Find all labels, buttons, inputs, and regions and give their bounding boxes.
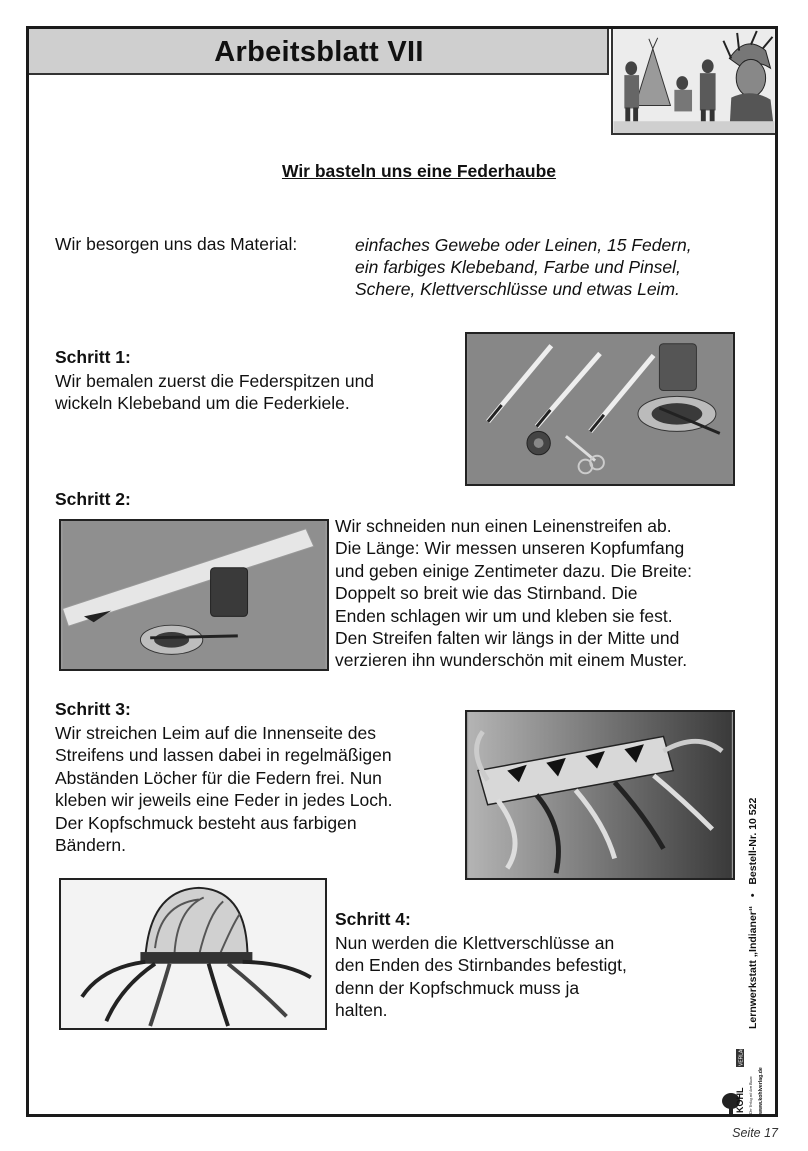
- step-4-line: denn der Kopfschmuck muss ja: [335, 977, 580, 998]
- step-3-text: [55, 722, 475, 856]
- step-3-line: Der Kopfschmuck besteht aus farbigen: [55, 812, 357, 833]
- publisher-logo: [719, 1043, 769, 1115]
- step-1-line: Wir bemalen zuerst die Federspitzen und: [55, 371, 375, 391]
- material-line: ein farbiges Klebeband, Farbe und Pinsel,: [355, 257, 681, 277]
- material-line: Schere, Klettverschlüsse und etwas Leim.: [355, 279, 680, 299]
- step-3-line: Abständen Löcher für die Federn frei. Nun: [55, 767, 382, 788]
- material-line: einfaches Gewebe oder Leinen, 15 Federn,: [355, 235, 692, 255]
- step-2-line: verzieren ihn wunderschön mit einem Muster.: [335, 650, 688, 671]
- step-3-line: kleben wir jeweils eine Feder in jedes Loch.: [55, 790, 393, 811]
- native-americans-illustration: [611, 29, 775, 135]
- step-3-line: Streifens und lassen dabei in regelmäßigen: [55, 745, 392, 766]
- side-label-text: [747, 798, 759, 1029]
- order-number: Bestell-Nr. 10 522: [747, 797, 759, 885]
- page-number: Seite 17: [732, 1126, 778, 1140]
- step-2-line: Enden schlagen wir um und kleben sie fest.: [335, 605, 673, 626]
- worksheet-frame: [26, 26, 778, 1117]
- step-3-photo-art: [467, 712, 733, 878]
- page-title: Arbeitsblatt VII: [214, 36, 424, 68]
- step-3-line: Bändern.: [55, 835, 127, 856]
- publisher-slogan: Der Verlag mit dem Baum: [749, 1076, 753, 1114]
- step-4-line: halten.: [335, 1000, 388, 1021]
- step-2-photo-art: [61, 521, 327, 669]
- step-4-photo: [59, 878, 327, 1030]
- separator-dot: •: [747, 893, 759, 898]
- step-2-line: Doppelt so breit wie das Stirnband. Die: [335, 583, 638, 604]
- publisher-tag: VERLAG: [738, 1045, 745, 1066]
- step-2-line: und geben einige Zentimeter dazu. Die Breite:: [335, 560, 693, 581]
- step-4-text: [335, 932, 715, 1022]
- step-2-line: Die Länge: Wir messen unseren Kopfumfang: [335, 538, 685, 559]
- material-label: Wir besorgen uns das Material:: [55, 234, 298, 254]
- step-2-line: Wir schneiden nun einen Leinenstreifen ab.: [335, 516, 672, 536]
- step-1-photo-art: [467, 334, 733, 484]
- step-4-line: Nun werden die Klettverschlüsse an: [335, 933, 615, 953]
- step-1-line: wickeln Klebeband um die Federkiele.: [55, 393, 350, 414]
- material-list: [355, 234, 765, 300]
- publisher-name: KOHL: [735, 1087, 745, 1113]
- step-4-photo-art: [61, 880, 325, 1028]
- illustration-art: [613, 29, 775, 133]
- step-1-heading: Schritt 1:: [55, 347, 131, 367]
- step-4-line: den Enden des Stirnbandes befestigt,: [335, 955, 627, 976]
- step-2-photo: [59, 519, 329, 671]
- publisher-url: www.kohlverlag.de: [758, 1067, 764, 1114]
- step-2-heading: Schritt 2:: [55, 489, 131, 509]
- step-2-text: [335, 515, 745, 672]
- step-1-photo: [465, 332, 735, 486]
- workshop-title: Lernwerkstatt „Indianer“: [747, 905, 759, 1029]
- step-3-heading: Schritt 3:: [55, 699, 131, 719]
- worksheet-subtitle: Wir basteln uns eine Federhaube: [281, 161, 557, 181]
- step-3-line: Wir streichen Leim auf die Innenseite des: [55, 723, 376, 743]
- step-1-text: [55, 370, 475, 415]
- step-3-photo: [465, 710, 735, 880]
- tree-logo-icon: [719, 1043, 769, 1115]
- step-2-line: Den Streifen falten wir längs in der Mitte und: [335, 628, 680, 649]
- step-4-heading: Schritt 4:: [335, 909, 411, 929]
